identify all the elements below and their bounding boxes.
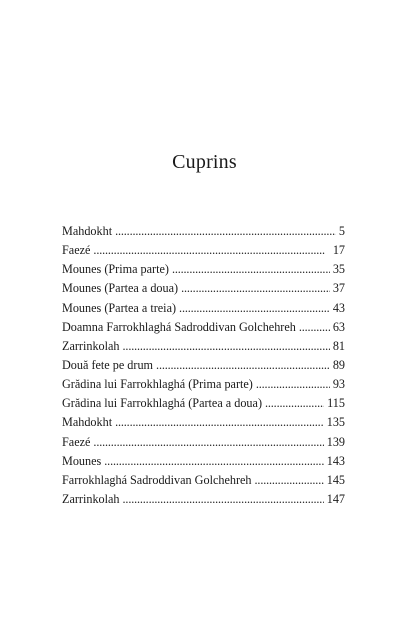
dot-leader <box>115 413 324 432</box>
toc-entry-page: 145 <box>326 472 345 487</box>
toc-entry-title: Mounes <box>62 453 102 468</box>
toc-entry-title: Mahdokht <box>62 224 113 238</box>
toc-entry[interactable] <box>62 490 345 509</box>
dot-leader <box>172 260 330 279</box>
dot-leader <box>181 279 330 298</box>
page-title: Cuprins <box>172 151 237 173</box>
toc-entry[interactable] <box>62 279 345 298</box>
toc-entry-page: 43 <box>332 300 345 315</box>
toc-entry[interactable] <box>62 299 345 318</box>
toc-entry-title: Grădina lui Farrokhlaghá (Partea a doua) <box>62 396 262 411</box>
toc-entry[interactable] <box>62 241 345 260</box>
toc-entry-page: 81 <box>332 338 345 353</box>
toc-entry-title: Mounes (Prima parte) <box>62 262 169 277</box>
toc-entry-page: 17 <box>332 243 345 258</box>
toc-entry[interactable] <box>62 337 345 356</box>
toc-entry-page: 63 <box>332 319 345 334</box>
toc-entry-page: 35 <box>332 262 345 277</box>
toc-entry[interactable] <box>62 356 345 375</box>
toc-entry-title: Două fete pe drum <box>62 357 154 372</box>
toc-entry-page: 89 <box>332 357 345 372</box>
toc-entry-title: Doamna Farrokhlaghá Sadroddivan Golchehreh <box>62 319 296 334</box>
toc-entry[interactable] <box>62 222 345 241</box>
toc-entry[interactable] <box>62 318 345 337</box>
toc-entry-page: 115 <box>327 396 345 411</box>
dot-leader <box>104 452 323 471</box>
toc-entry-page: 135 <box>326 415 345 430</box>
toc-entry-title: Mounes (Partea a doua) <box>62 281 179 296</box>
dot-leader <box>179 299 330 318</box>
toc-entry[interactable] <box>62 394 345 413</box>
toc-entry-page: 5 <box>338 224 345 238</box>
toc-entry-page: 147 <box>326 491 345 506</box>
toc-entry-title: Mounes (Partea a treia) <box>62 300 177 315</box>
toc-entry[interactable] <box>62 375 345 394</box>
dot-leader <box>156 356 330 375</box>
dot-leader <box>93 433 323 452</box>
dot-leader <box>123 337 330 356</box>
toc-entry-page: 37 <box>332 281 345 296</box>
toc-entry-title: Zarrinkolah <box>62 491 120 506</box>
toc-entry-page: 139 <box>326 434 345 449</box>
dot-leader <box>255 471 324 490</box>
table-of-contents <box>62 222 345 509</box>
toc-entry[interactable] <box>62 433 345 452</box>
toc-entry[interactable] <box>62 260 345 279</box>
dot-leader <box>123 490 324 509</box>
toc-entry-title: Grădina lui Farrokhlaghá (Prima parte) <box>62 377 253 392</box>
toc-entry[interactable] <box>62 452 345 471</box>
toc-entry-page: 143 <box>326 453 345 468</box>
toc-entry-page: 93 <box>332 377 345 392</box>
toc-entry-title: Farrokhlaghá Sadroddivan Golchehreh <box>62 472 252 487</box>
toc-entry[interactable] <box>62 471 345 490</box>
dot-leader <box>265 394 324 413</box>
toc-entry-title: Faezé <box>62 434 91 449</box>
toc-entry[interactable] <box>62 413 345 432</box>
dot-leader <box>256 375 330 394</box>
dot-leader <box>299 318 330 337</box>
dot-leader <box>115 222 336 241</box>
toc-entry-title: Faezé <box>62 243 91 258</box>
toc-entry-title: Mahdokht <box>62 415 113 430</box>
dot-leader <box>93 241 329 260</box>
toc-entry-title: Zarrinkolah <box>62 338 120 353</box>
